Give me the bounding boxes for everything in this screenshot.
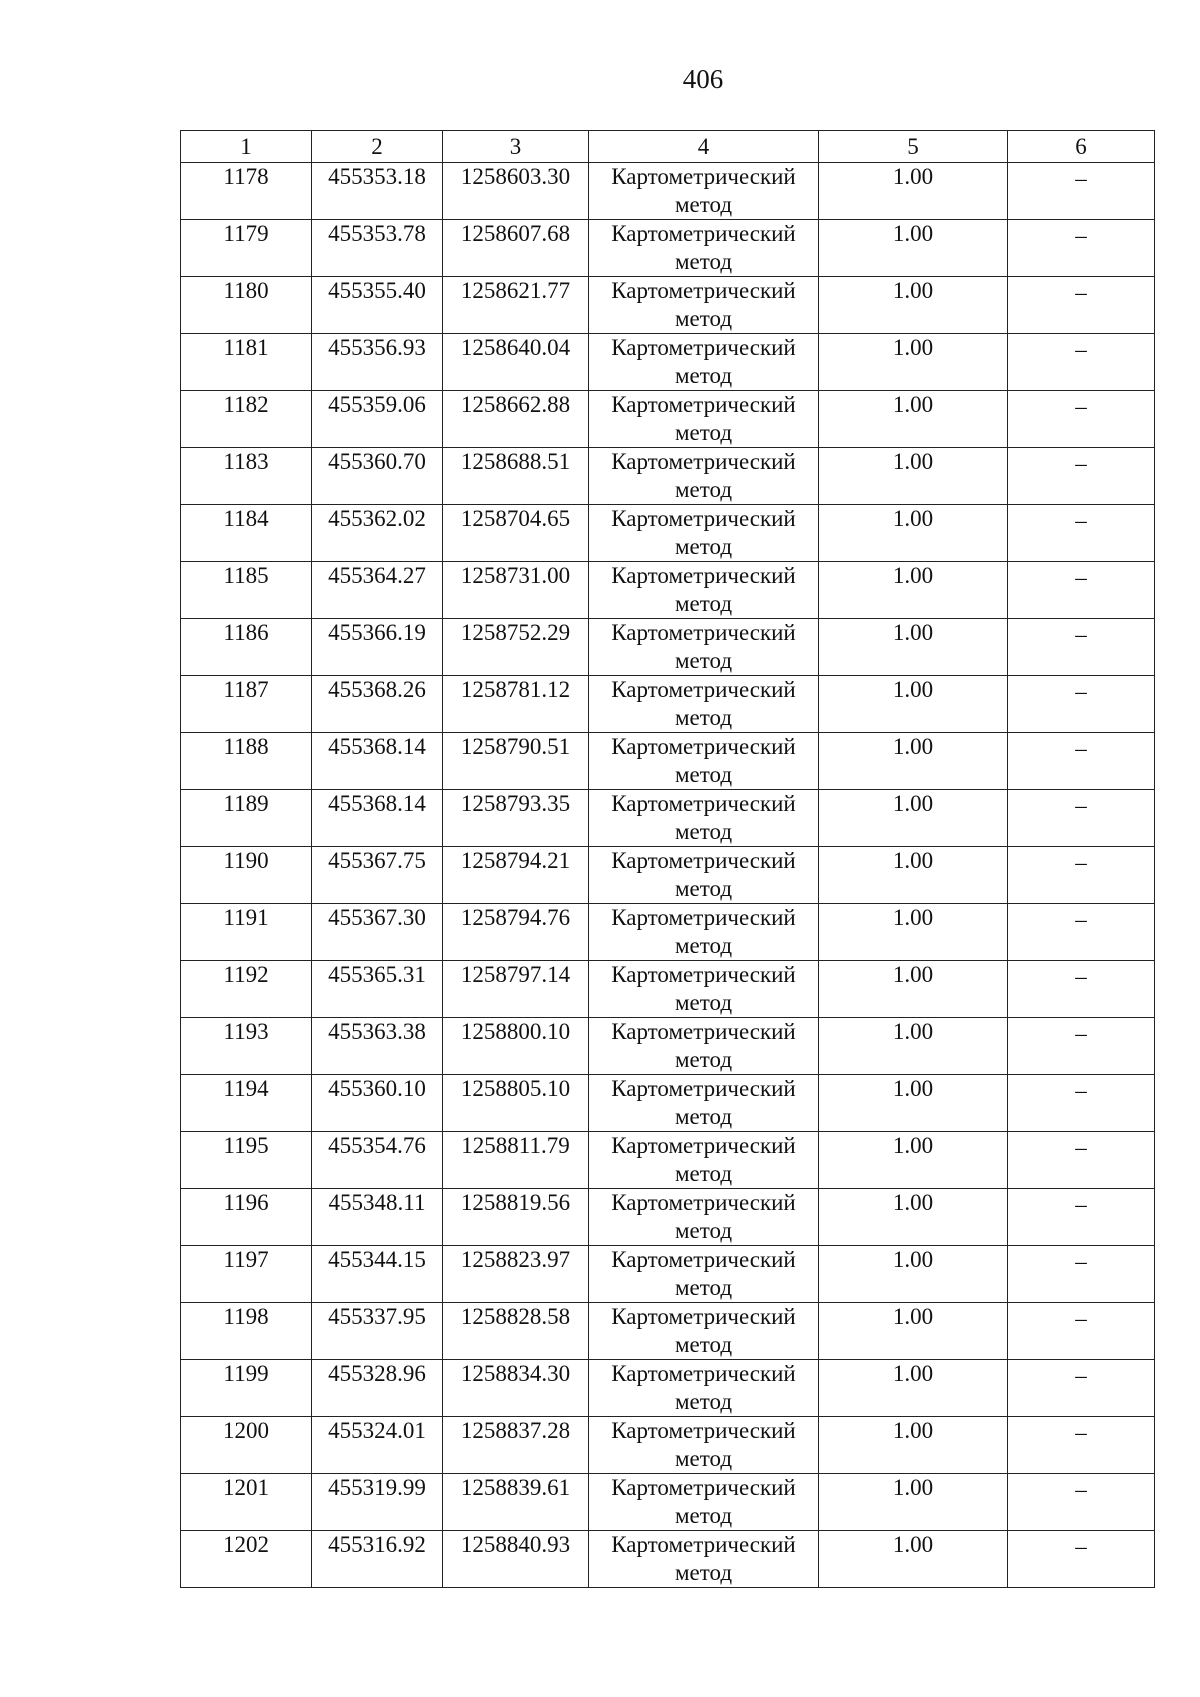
method-cell xyxy=(589,1417,819,1474)
accuracy-cell: 1.00 xyxy=(819,334,1008,391)
method-line-2: метод xyxy=(674,819,733,844)
point-number-cell: 1191 xyxy=(181,904,312,961)
note-cell: – xyxy=(1008,448,1155,505)
note-cell: – xyxy=(1008,334,1155,391)
y-coordinate-cell: 1258823.97 xyxy=(443,1246,589,1303)
accuracy-cell: 1.00 xyxy=(819,1417,1008,1474)
x-coordinate-cell: 455353.18 xyxy=(312,163,443,220)
y-coordinate-cell: 1258800.10 xyxy=(443,1018,589,1075)
note-cell: – xyxy=(1008,220,1155,277)
method-cell xyxy=(589,334,819,391)
x-coordinate-cell: 455367.30 xyxy=(312,904,443,961)
method-cell xyxy=(589,277,819,334)
table-row xyxy=(181,619,1155,676)
header-cell-6: 6 xyxy=(1008,131,1155,163)
page-number: 406 xyxy=(682,64,724,94)
method-cell xyxy=(589,505,819,562)
point-number-cell: 1198 xyxy=(181,1303,312,1360)
table-row xyxy=(181,1303,1155,1360)
method-line-2: метод xyxy=(674,363,733,388)
method-line-2: метод xyxy=(674,420,733,445)
accuracy-cell: 1.00 xyxy=(819,676,1008,733)
table-row xyxy=(181,334,1155,391)
y-coordinate-cell: 1258688.51 xyxy=(443,448,589,505)
method-cell xyxy=(589,1531,819,1588)
point-number-cell: 1188 xyxy=(181,733,312,790)
table-row xyxy=(181,391,1155,448)
x-coordinate-cell: 455366.19 xyxy=(312,619,443,676)
x-coordinate-cell: 455365.31 xyxy=(312,961,443,1018)
method-cell xyxy=(589,1246,819,1303)
header-cell-1: 1 xyxy=(181,131,312,163)
y-coordinate-cell: 1258828.58 xyxy=(443,1303,589,1360)
accuracy-cell: 1.00 xyxy=(819,1474,1008,1531)
x-coordinate-cell: 455368.14 xyxy=(312,790,443,847)
accuracy-cell: 1.00 xyxy=(819,847,1008,904)
method-line-1: Картометрический xyxy=(611,1247,796,1272)
method-line-2: метод xyxy=(674,876,733,901)
table-row xyxy=(181,1075,1155,1132)
note-cell: – xyxy=(1008,847,1155,904)
x-coordinate-cell: 455355.40 xyxy=(312,277,443,334)
note-cell: – xyxy=(1008,1075,1155,1132)
method-line-1: Картометрический xyxy=(611,278,796,303)
x-coordinate-cell: 455368.14 xyxy=(312,733,443,790)
point-number-cell: 1180 xyxy=(181,277,312,334)
y-coordinate-cell: 1258621.77 xyxy=(443,277,589,334)
method-line-2: метод xyxy=(674,648,733,673)
y-coordinate-cell: 1258731.00 xyxy=(443,562,589,619)
point-number-cell: 1186 xyxy=(181,619,312,676)
accuracy-cell: 1.00 xyxy=(819,391,1008,448)
y-coordinate-cell: 1258834.30 xyxy=(443,1360,589,1417)
method-line-2: метод xyxy=(674,1446,733,1471)
point-number-cell: 1187 xyxy=(181,676,312,733)
point-number-cell: 1195 xyxy=(181,1132,312,1189)
method-line-1: Картометрический xyxy=(611,1133,796,1158)
method-line-1: Картометрический xyxy=(611,848,796,873)
accuracy-cell: 1.00 xyxy=(819,1303,1008,1360)
accuracy-cell: 1.00 xyxy=(819,1246,1008,1303)
method-line-1: Картометрический xyxy=(611,1304,796,1329)
method-cell xyxy=(589,391,819,448)
table-row xyxy=(181,904,1155,961)
x-coordinate-cell: 455344.15 xyxy=(312,1246,443,1303)
y-coordinate-cell: 1258752.29 xyxy=(443,619,589,676)
table-row xyxy=(181,1474,1155,1531)
table-row xyxy=(181,163,1155,220)
method-cell xyxy=(589,847,819,904)
method-cell xyxy=(589,448,819,505)
point-number-cell: 1182 xyxy=(181,391,312,448)
accuracy-cell: 1.00 xyxy=(819,1018,1008,1075)
header-row xyxy=(181,131,1155,163)
method-cell xyxy=(589,1132,819,1189)
table-row xyxy=(181,676,1155,733)
point-number-cell: 1202 xyxy=(181,1531,312,1588)
x-coordinate-cell: 455362.02 xyxy=(312,505,443,562)
point-number-cell: 1184 xyxy=(181,505,312,562)
method-line-2: метод xyxy=(674,192,733,217)
table-row xyxy=(181,1132,1155,1189)
accuracy-cell: 1.00 xyxy=(819,220,1008,277)
x-coordinate-cell: 455360.70 xyxy=(312,448,443,505)
method-line-1: Картометрический xyxy=(611,1418,796,1443)
x-coordinate-cell: 455354.76 xyxy=(312,1132,443,1189)
x-coordinate-cell: 455319.99 xyxy=(312,1474,443,1531)
table-row xyxy=(181,448,1155,505)
method-line-2: метод xyxy=(674,705,733,730)
method-line-1: Картометрический xyxy=(611,962,796,987)
accuracy-cell: 1.00 xyxy=(819,448,1008,505)
method-line-2: метод xyxy=(674,1560,733,1585)
point-number-cell: 1185 xyxy=(181,562,312,619)
accuracy-cell: 1.00 xyxy=(819,1132,1008,1189)
method-line-1: Картометрический xyxy=(611,335,796,360)
point-number-cell: 1178 xyxy=(181,163,312,220)
table-row xyxy=(181,562,1155,619)
x-coordinate-cell: 455367.75 xyxy=(312,847,443,904)
y-coordinate-cell: 1258790.51 xyxy=(443,733,589,790)
note-cell: – xyxy=(1008,1132,1155,1189)
point-number-cell: 1197 xyxy=(181,1246,312,1303)
y-coordinate-cell: 1258603.30 xyxy=(443,163,589,220)
method-line-1: Картометрический xyxy=(611,1190,796,1215)
method-line-1: Картометрический xyxy=(611,791,796,816)
accuracy-cell: 1.00 xyxy=(819,961,1008,1018)
method-cell xyxy=(589,1303,819,1360)
method-line-2: метод xyxy=(674,990,733,1015)
table-row xyxy=(181,733,1155,790)
note-cell: – xyxy=(1008,676,1155,733)
x-coordinate-cell: 455316.92 xyxy=(312,1531,443,1588)
note-cell: – xyxy=(1008,1303,1155,1360)
header-cell-3: 3 xyxy=(443,131,589,163)
table-row xyxy=(181,1246,1155,1303)
x-coordinate-cell: 455324.01 xyxy=(312,1417,443,1474)
accuracy-cell: 1.00 xyxy=(819,1075,1008,1132)
accuracy-cell: 1.00 xyxy=(819,562,1008,619)
y-coordinate-cell: 1258781.12 xyxy=(443,676,589,733)
method-line-1: Картометрический xyxy=(611,1361,796,1386)
note-cell: – xyxy=(1008,619,1155,676)
note-cell: – xyxy=(1008,391,1155,448)
method-line-1: Картометрический xyxy=(611,734,796,759)
accuracy-cell: 1.00 xyxy=(819,904,1008,961)
x-coordinate-cell: 455363.38 xyxy=(312,1018,443,1075)
method-cell xyxy=(589,961,819,1018)
note-cell: – xyxy=(1008,1018,1155,1075)
method-cell xyxy=(589,676,819,733)
x-coordinate-cell: 455328.96 xyxy=(312,1360,443,1417)
x-coordinate-cell: 455360.10 xyxy=(312,1075,443,1132)
accuracy-cell: 1.00 xyxy=(819,1531,1008,1588)
table-row xyxy=(181,1360,1155,1417)
accuracy-cell: 1.00 xyxy=(819,277,1008,334)
table-row xyxy=(181,220,1155,277)
note-cell: – xyxy=(1008,163,1155,220)
method-line-2: метод xyxy=(674,306,733,331)
method-line-2: метод xyxy=(674,1332,733,1357)
x-coordinate-cell: 455368.26 xyxy=(312,676,443,733)
table-row xyxy=(181,1417,1155,1474)
method-line-1: Картометрический xyxy=(611,905,796,930)
note-cell: – xyxy=(1008,1189,1155,1246)
table-row xyxy=(181,790,1155,847)
method-line-1: Картометрический xyxy=(611,1076,796,1101)
note-cell: – xyxy=(1008,1360,1155,1417)
y-coordinate-cell: 1258805.10 xyxy=(443,1075,589,1132)
coordinates-table-container xyxy=(180,130,1154,1588)
method-cell xyxy=(589,220,819,277)
point-number-cell: 1189 xyxy=(181,790,312,847)
x-coordinate-cell: 455353.78 xyxy=(312,220,443,277)
method-cell xyxy=(589,619,819,676)
x-coordinate-cell: 455356.93 xyxy=(312,334,443,391)
header-cell-5: 5 xyxy=(819,131,1008,163)
method-line-2: метод xyxy=(674,1047,733,1072)
y-coordinate-cell: 1258819.56 xyxy=(443,1189,589,1246)
y-coordinate-cell: 1258837.28 xyxy=(443,1417,589,1474)
x-coordinate-cell: 455337.95 xyxy=(312,1303,443,1360)
method-cell xyxy=(589,904,819,961)
point-number-cell: 1201 xyxy=(181,1474,312,1531)
table-header xyxy=(181,131,1155,163)
point-number-cell: 1181 xyxy=(181,334,312,391)
method-cell xyxy=(589,1189,819,1246)
note-cell: – xyxy=(1008,961,1155,1018)
method-line-1: Картометрический xyxy=(611,1475,796,1500)
table-row xyxy=(181,505,1155,562)
note-cell: – xyxy=(1008,505,1155,562)
method-line-2: метод xyxy=(674,1275,733,1300)
method-line-2: метод xyxy=(674,534,733,559)
accuracy-cell: 1.00 xyxy=(819,733,1008,790)
y-coordinate-cell: 1258794.21 xyxy=(443,847,589,904)
y-coordinate-cell: 1258797.14 xyxy=(443,961,589,1018)
method-cell xyxy=(589,733,819,790)
method-cell xyxy=(589,163,819,220)
method-line-1: Картометрический xyxy=(611,221,796,246)
header-cell-4: 4 xyxy=(589,131,819,163)
method-line-2: метод xyxy=(674,1503,733,1528)
y-coordinate-cell: 1258811.79 xyxy=(443,1132,589,1189)
note-cell: – xyxy=(1008,733,1155,790)
table-row xyxy=(181,277,1155,334)
accuracy-cell: 1.00 xyxy=(819,163,1008,220)
y-coordinate-cell: 1258839.61 xyxy=(443,1474,589,1531)
note-cell: – xyxy=(1008,562,1155,619)
accuracy-cell: 1.00 xyxy=(819,619,1008,676)
coordinates-table xyxy=(180,130,1155,1588)
accuracy-cell: 1.00 xyxy=(819,1360,1008,1417)
table-row xyxy=(181,1018,1155,1075)
note-cell: – xyxy=(1008,1246,1155,1303)
method-cell xyxy=(589,1075,819,1132)
table-row xyxy=(181,847,1155,904)
method-line-2: метод xyxy=(674,249,733,274)
point-number-cell: 1200 xyxy=(181,1417,312,1474)
x-coordinate-cell: 455364.27 xyxy=(312,562,443,619)
method-line-1: Картометрический xyxy=(611,677,796,702)
method-line-2: метод xyxy=(674,591,733,616)
method-cell xyxy=(589,562,819,619)
method-line-1: Картометрический xyxy=(611,506,796,531)
method-line-2: метод xyxy=(674,1389,733,1414)
header-cell-2: 2 xyxy=(312,131,443,163)
note-cell: – xyxy=(1008,1531,1155,1588)
method-cell xyxy=(589,790,819,847)
point-number-cell: 1196 xyxy=(181,1189,312,1246)
method-line-1: Картометрический xyxy=(611,164,796,189)
point-number-cell: 1194 xyxy=(181,1075,312,1132)
y-coordinate-cell: 1258793.35 xyxy=(443,790,589,847)
table-body xyxy=(181,163,1155,1588)
accuracy-cell: 1.00 xyxy=(819,790,1008,847)
y-coordinate-cell: 1258704.65 xyxy=(443,505,589,562)
method-line-1: Картометрический xyxy=(611,563,796,588)
point-number-cell: 1199 xyxy=(181,1360,312,1417)
y-coordinate-cell: 1258640.04 xyxy=(443,334,589,391)
point-number-cell: 1192 xyxy=(181,961,312,1018)
method-line-2: метод xyxy=(674,933,733,958)
accuracy-cell: 1.00 xyxy=(819,1189,1008,1246)
method-cell xyxy=(589,1360,819,1417)
method-line-2: метод xyxy=(674,1104,733,1129)
method-line-2: метод xyxy=(674,477,733,502)
y-coordinate-cell: 1258607.68 xyxy=(443,220,589,277)
point-number-cell: 1183 xyxy=(181,448,312,505)
x-coordinate-cell: 455359.06 xyxy=(312,391,443,448)
y-coordinate-cell: 1258662.88 xyxy=(443,391,589,448)
note-cell: – xyxy=(1008,790,1155,847)
note-cell: – xyxy=(1008,904,1155,961)
method-cell xyxy=(589,1018,819,1075)
method-cell xyxy=(589,1474,819,1531)
y-coordinate-cell: 1258840.93 xyxy=(443,1531,589,1588)
note-cell: – xyxy=(1008,1417,1155,1474)
method-line-2: метод xyxy=(674,762,733,787)
method-line-1: Картометрический xyxy=(611,449,796,474)
method-line-1: Картометрический xyxy=(611,620,796,645)
y-coordinate-cell: 1258794.76 xyxy=(443,904,589,961)
point-number-cell: 1190 xyxy=(181,847,312,904)
table-row xyxy=(181,961,1155,1018)
method-line-2: метод xyxy=(674,1161,733,1186)
table-row xyxy=(181,1189,1155,1246)
method-line-2: метод xyxy=(674,1218,733,1243)
table-row xyxy=(181,1531,1155,1588)
point-number-cell: 1179 xyxy=(181,220,312,277)
note-cell: – xyxy=(1008,277,1155,334)
method-line-1: Картометрический xyxy=(611,392,796,417)
x-coordinate-cell: 455348.11 xyxy=(312,1189,443,1246)
point-number-cell: 1193 xyxy=(181,1018,312,1075)
method-line-1: Картометрический xyxy=(611,1532,796,1557)
method-line-1: Картометрический xyxy=(611,1019,796,1044)
accuracy-cell: 1.00 xyxy=(819,505,1008,562)
note-cell: – xyxy=(1008,1474,1155,1531)
